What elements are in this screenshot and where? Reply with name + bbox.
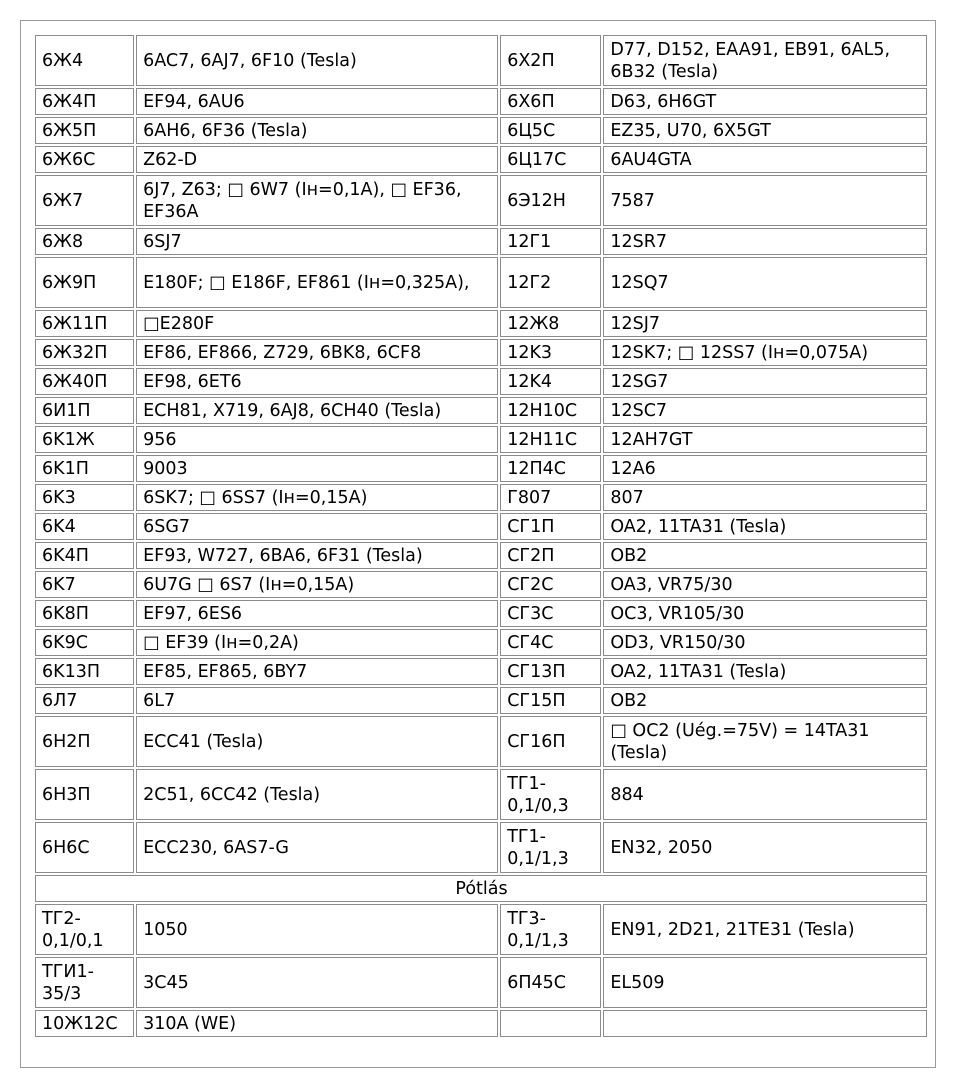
tube-code: 10Ж12С xyxy=(35,1010,134,1037)
tube-code: 6Ж4 xyxy=(35,35,134,86)
tube-code: 6Ж32П xyxy=(35,339,134,366)
equivalents: EF98, 6ET6 xyxy=(136,368,498,395)
equivalents: OB2 xyxy=(603,542,927,569)
table-row xyxy=(35,658,927,685)
table-row xyxy=(35,397,927,424)
document-frame xyxy=(20,20,936,1068)
table-row xyxy=(35,716,927,767)
tube-code: СГ2С xyxy=(500,571,601,598)
equivalents: EZ35, U70, 6X5GT xyxy=(603,117,927,144)
tube-code: 6Н3П xyxy=(35,769,134,820)
tube-code: 12П4С xyxy=(500,455,601,482)
equivalents: 12SR7 xyxy=(603,228,927,255)
tube-code: 12K4 xyxy=(500,368,601,395)
tube-code: СГ13П xyxy=(500,658,601,685)
tube-code: 6K1П xyxy=(35,455,134,482)
equivalents: 6J7, Z63; □ 6W7 (Iн=0,1A), □ EF36, EF36A xyxy=(136,175,498,226)
tube-code: 6K8П xyxy=(35,600,134,627)
tube-code: 6Н6С xyxy=(35,822,134,873)
equivalents: ECC230, 6AS7-G xyxy=(136,822,498,873)
table-row xyxy=(35,1010,927,1037)
equivalents: 310A (WE) xyxy=(136,1010,498,1037)
tube-code: СГ3С xyxy=(500,600,601,627)
tube-code: ТГИ1-35/3 xyxy=(35,957,134,1008)
tube-code: 12Н10С xyxy=(500,397,601,424)
equivalents: 7587 xyxy=(603,175,927,226)
tube-code: СГ15П xyxy=(500,687,601,714)
tube-code: 6K7 xyxy=(35,571,134,598)
table-row xyxy=(35,117,927,144)
tube-code: 6П45С xyxy=(500,957,601,1008)
equivalents: 12SG7 xyxy=(603,368,927,395)
tube-code: 6Ж40П xyxy=(35,368,134,395)
tube-code: СГ2П xyxy=(500,542,601,569)
section-row xyxy=(35,875,927,902)
equivalents: D77, D152, EAA91, EB91, 6AL5, 6B32 (Tesla) xyxy=(603,35,927,86)
tube-code: СГ1П xyxy=(500,513,601,540)
equivalents: 6AC7, 6AJ7, 6F10 (Tesla) xyxy=(136,35,498,86)
table-row xyxy=(35,426,927,453)
equivalents: 807 xyxy=(603,484,927,511)
tube-code: ТГ3-0,1/1,3 xyxy=(500,904,601,955)
tube-code: 12Ж8 xyxy=(500,310,601,337)
equivalents: EF85, EF865, 6BY7 xyxy=(136,658,498,685)
tube-code: 6Ж8 xyxy=(35,228,134,255)
table-row xyxy=(35,769,927,820)
equivalents: 6SK7; □ 6SS7 (Iн=0,15A) xyxy=(136,484,498,511)
tube-code: 6K3 xyxy=(35,484,134,511)
equivalents xyxy=(603,1010,927,1037)
table-row xyxy=(35,513,927,540)
equivalents: EN91, 2D21, 21TE31 (Tesla) xyxy=(603,904,927,955)
equivalents: 6SJ7 xyxy=(136,228,498,255)
tube-code: 6Ж6С xyxy=(35,146,134,173)
table-row xyxy=(35,368,927,395)
equivalents: 884 xyxy=(603,769,927,820)
equivalents: EL509 xyxy=(603,957,927,1008)
equivalents: 12SQ7 xyxy=(603,257,927,308)
tube-code: 12Г1 xyxy=(500,228,601,255)
table-row xyxy=(35,455,927,482)
table-row xyxy=(35,484,927,511)
equivalents: 12AH7GT xyxy=(603,426,927,453)
equivalents: □E280F xyxy=(136,310,498,337)
table-row xyxy=(35,35,927,86)
tube-code: ТГ1-0,1/1,3 xyxy=(500,822,601,873)
equivalents: EF93, W727, 6BA6, 6F31 (Tesla) xyxy=(136,542,498,569)
equivalents: 12SC7 xyxy=(603,397,927,424)
table-row xyxy=(35,629,927,656)
table-row xyxy=(35,257,927,308)
tube-code: 6X2П xyxy=(500,35,601,86)
table-row xyxy=(35,957,927,1008)
tube-code: 6X6П xyxy=(500,88,601,115)
equivalents: ECC41 (Tesla) xyxy=(136,716,498,767)
equivalents: 6AU4GTA xyxy=(603,146,927,173)
equivalents: □ EF39 (Iн=0,2A) xyxy=(136,629,498,656)
equivalents: EF97, 6ES6 xyxy=(136,600,498,627)
equivalents: 12A6 xyxy=(603,455,927,482)
equivalents: OD3, VR150/30 xyxy=(603,629,927,656)
tube-code: 6Н2П xyxy=(35,716,134,767)
equivalents: ECH81, X719, 6AJ8, 6CH40 (Tesla) xyxy=(136,397,498,424)
tube-code: СГ4С xyxy=(500,629,601,656)
equivalents: 12SK7; □ 12SS7 (Iн=0,075A) xyxy=(603,339,927,366)
table-row xyxy=(35,339,927,366)
tube-code: СГ16П xyxy=(500,716,601,767)
tube-code: ТГ2-0,1/0,1 xyxy=(35,904,134,955)
table-row xyxy=(35,146,927,173)
equivalents: 2C51, 6CC42 (Tesla) xyxy=(136,769,498,820)
equivalents: 956 xyxy=(136,426,498,453)
equivalents: 6SG7 xyxy=(136,513,498,540)
tube-code xyxy=(500,1010,601,1037)
tube-code: 6Ж9П xyxy=(35,257,134,308)
equivalents: OB2 xyxy=(603,687,927,714)
table-row xyxy=(35,600,927,627)
equivalents: 6L7 xyxy=(136,687,498,714)
table-row xyxy=(35,310,927,337)
equivalents: □ OC2 (Uég.=75V) = 14TA31 (Tesla) xyxy=(603,716,927,767)
section-title: Pótlás xyxy=(35,875,927,902)
tube-code: 6K4 xyxy=(35,513,134,540)
tube-code: Г807 xyxy=(500,484,601,511)
tube-code: 6K13П xyxy=(35,658,134,685)
equivalents: 6AH6, 6F36 (Tesla) xyxy=(136,117,498,144)
tube-code: ТГ1-0,1/0,3 xyxy=(500,769,601,820)
equivalents: 6U7G □ 6S7 (Iн=0,15A) xyxy=(136,571,498,598)
table-row xyxy=(35,904,927,955)
tube-code: 6K1Ж xyxy=(35,426,134,453)
equivalents: 12SJ7 xyxy=(603,310,927,337)
tube-code: 12K3 xyxy=(500,339,601,366)
table-row xyxy=(35,571,927,598)
equivalents: OC3, VR105/30 xyxy=(603,600,927,627)
tube-code: 6K4П xyxy=(35,542,134,569)
tube-code: 6Ж5П xyxy=(35,117,134,144)
equivalents: 3C45 xyxy=(136,957,498,1008)
table-row xyxy=(35,88,927,115)
equivalents: 9003 xyxy=(136,455,498,482)
table-row xyxy=(35,542,927,569)
table-row xyxy=(35,822,927,873)
equivalents: 1050 xyxy=(136,904,498,955)
tube-code: 6Ж4П xyxy=(35,88,134,115)
tube-code: 6Ц5С xyxy=(500,117,601,144)
tube-code: 6K9С xyxy=(35,629,134,656)
equivalents: OA2, 11TA31 (Tesla) xyxy=(603,658,927,685)
tube-equivalents-table xyxy=(33,33,929,1039)
equivalents: Z62-D xyxy=(136,146,498,173)
tube-code: 6Э12Н xyxy=(500,175,601,226)
tube-code: 6Ж11П xyxy=(35,310,134,337)
equivalents: D63, 6H6GT xyxy=(603,88,927,115)
tube-code: 6Ж7 xyxy=(35,175,134,226)
equivalents: EF86, EF866, Z729, 6BK8, 6CF8 xyxy=(136,339,498,366)
tube-code: 12Г2 xyxy=(500,257,601,308)
tube-code: 6Л7 xyxy=(35,687,134,714)
equivalents: E180F; □ E186F, EF861 (Iн=0,325A), xyxy=(136,257,498,308)
equivalents: EF94, 6AU6 xyxy=(136,88,498,115)
table-row xyxy=(35,175,927,226)
tube-code: 6И1П xyxy=(35,397,134,424)
equivalents: OA2, 11TA31 (Tesla) xyxy=(603,513,927,540)
table-row xyxy=(35,228,927,255)
tube-code: 6Ц17С xyxy=(500,146,601,173)
equivalents: OA3, VR75/30 xyxy=(603,571,927,598)
equivalents: EN32, 2050 xyxy=(603,822,927,873)
tube-code: 12Н11С xyxy=(500,426,601,453)
table-row xyxy=(35,687,927,714)
